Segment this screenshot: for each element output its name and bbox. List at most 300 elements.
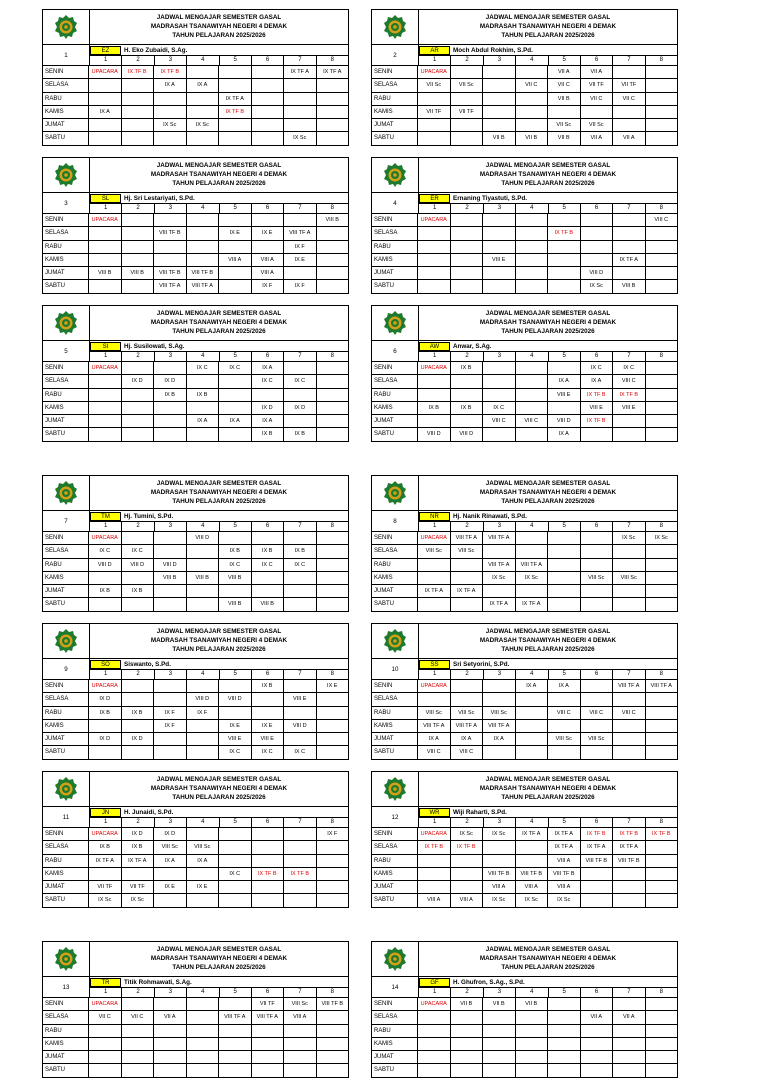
period-number: 7 (612, 988, 644, 997)
teacher-row (43, 659, 348, 680)
schedule-cell: IX C (121, 545, 154, 557)
day-row (43, 1051, 348, 1064)
schedule-cell (218, 532, 251, 544)
schedule-cell (580, 106, 613, 118)
schedule-cell (450, 559, 483, 571)
day-row (43, 241, 348, 254)
schedule-cell: VII B (547, 132, 580, 144)
schedule-cell (251, 1025, 284, 1037)
day-label: SELASA (43, 545, 89, 557)
schedule-cell (316, 389, 349, 401)
day-row (372, 585, 677, 598)
schedule-cell (153, 693, 186, 705)
schedule-cell: VII B (482, 132, 515, 144)
schedule-cell: VIII D (283, 720, 316, 732)
teacher-code: SL (90, 194, 121, 203)
period-number: 7 (612, 56, 644, 65)
schedule-cell: IX TF B (121, 66, 154, 78)
schedule-cell (612, 227, 645, 239)
header-line1: JADWAL MENGAJAR SEMESTER GASAL (156, 628, 282, 635)
schedule-cell (316, 572, 349, 584)
schedule-cell (218, 1038, 251, 1050)
schedule-cell: VIII TF B (153, 227, 186, 239)
schedule-cell (418, 693, 450, 705)
day-label: JUMAT (372, 1051, 418, 1063)
teacher-code: WR (419, 808, 450, 817)
logo (43, 476, 90, 510)
schedule-cell (645, 559, 678, 571)
schedule-cell (121, 227, 154, 239)
day-label: SELASA (372, 79, 418, 91)
schedule-card (42, 771, 349, 908)
day-row (43, 532, 348, 545)
schedule-cell (121, 132, 154, 144)
period-number: 2 (121, 56, 153, 65)
schedule-cell: VIII D (426, 431, 441, 438)
teacher-row (43, 45, 348, 66)
schedule-cell (153, 415, 186, 427)
schedule-cell (450, 572, 483, 584)
schedule-cell: VIII TF A (645, 680, 678, 692)
day-label: RABU (43, 707, 89, 719)
schedule-cell (283, 680, 316, 692)
teacher-row (372, 659, 677, 680)
schedule-cell (482, 841, 515, 853)
day-row (372, 733, 677, 746)
schedule-cell (218, 680, 251, 692)
period-number: 1 (433, 57, 437, 63)
schedule-cell: IX E (153, 881, 186, 893)
period-number: 3 (154, 352, 186, 361)
schedule-cell (218, 241, 251, 253)
schedule-cell (186, 375, 219, 387)
schedule-cell (121, 720, 154, 732)
schedule-cell: IX TF B (218, 106, 251, 118)
schedule-cell (121, 693, 154, 705)
day-label: SELASA (43, 1011, 89, 1023)
schedule-cell (186, 241, 219, 253)
schedule-cell: IX B (121, 585, 154, 597)
schedule-cell (418, 868, 450, 880)
schedule-cell (612, 66, 645, 78)
schedule-cell: UPACARA (420, 683, 447, 689)
period-number: 6 (580, 204, 612, 213)
period-number: 6 (251, 818, 283, 827)
schedule-cell (121, 241, 154, 253)
schedule-cell (645, 855, 678, 867)
schedule-cell (283, 415, 316, 427)
schedule-cell: VIII B (251, 598, 284, 610)
day-label: SABTU (43, 132, 89, 144)
logo (43, 158, 90, 192)
schedule-cell (251, 241, 284, 253)
schedule-cell: UPACARA (420, 217, 447, 223)
card-header (372, 10, 677, 45)
period-number: 4 (515, 988, 547, 997)
card-header (372, 306, 677, 341)
period-number: 8 (316, 818, 348, 827)
schedule-cell: IX A (515, 680, 548, 692)
period-number: 5 (219, 522, 251, 531)
schedule-cell (121, 93, 154, 105)
schedule-cell: IX TF A (424, 588, 443, 595)
schedule-cell: IX A (547, 375, 580, 387)
header-line2: MADRASAH TSANAWIYAH NEGERI 4 DEMAK (150, 23, 288, 30)
schedule-cell (153, 532, 186, 544)
schedule-cell: UPACARA (91, 683, 118, 689)
header-line3: TAHUN PELAJARAN 2025/2026 (172, 180, 266, 187)
schedule-cell (251, 106, 284, 118)
schedule-cell (482, 1064, 515, 1076)
schedule-cell (645, 868, 678, 880)
day-row (372, 693, 677, 706)
schedule-cell: IX B (121, 707, 154, 719)
schedule-card (371, 623, 678, 760)
schedule-cell (450, 375, 483, 387)
schedule-cell (316, 93, 349, 105)
header-line1: JADWAL MENGAJAR SEMESTER GASAL (156, 310, 282, 317)
day-row (43, 894, 348, 906)
madrasah-emblem-icon (54, 310, 78, 336)
period-header (90, 987, 348, 997)
schedule-cell: VIII TF B (482, 868, 515, 880)
teacher-name: Titik Rohmawati, S.Ag. (124, 979, 192, 986)
schedule-cell (153, 1051, 186, 1063)
card-number: 14 (372, 977, 419, 997)
header-title (90, 161, 348, 188)
period-number: 4 (186, 56, 218, 65)
schedule-cell: VII C (98, 1014, 111, 1021)
schedule-cell: IX B (186, 389, 219, 401)
period-number: 8 (645, 352, 677, 361)
day-row (43, 559, 348, 572)
day-row (43, 693, 348, 706)
day-label: RABU (43, 93, 89, 105)
schedule-cell: IX C (218, 362, 251, 374)
schedule-cell: VII C (612, 93, 645, 105)
schedule-cell (515, 855, 548, 867)
schedule-cell (186, 680, 219, 692)
schedule-cell: VIII E (218, 733, 251, 745)
schedule-cell (316, 415, 349, 427)
schedule-cell (612, 868, 645, 880)
schedule-cell (283, 79, 316, 91)
schedule-cell (580, 428, 613, 440)
schedule-cell: IX D (99, 696, 111, 703)
day-label: KAMIS (43, 1038, 89, 1050)
schedule-cell (186, 132, 219, 144)
schedule-cell (153, 93, 186, 105)
period-number: 2 (121, 818, 153, 827)
day-label: KAMIS (372, 572, 418, 584)
schedule-cell: VIII TF B (316, 998, 349, 1010)
teacher-code: NR (419, 512, 450, 521)
day-label: SABTU (43, 280, 89, 292)
schedule-cell (612, 746, 645, 758)
schedule-cell: IX TF A (547, 841, 580, 853)
day-row (372, 93, 677, 106)
day-row (372, 79, 677, 92)
madrasah-emblem-icon (383, 162, 407, 188)
schedule-cell: IX C (251, 746, 284, 758)
header-line2: MADRASAH TSANAWIYAH NEGERI 4 DEMAK (479, 171, 617, 178)
day-label: JUMAT (372, 733, 418, 745)
card-header (372, 476, 677, 511)
header-line3: TAHUN PELAJARAN 2025/2026 (501, 180, 595, 187)
schedule-cell: IX Sc (482, 894, 515, 906)
madrasah-emblem-icon (54, 14, 78, 40)
day-label: JUMAT (43, 119, 89, 131)
schedule-cell (418, 227, 450, 239)
schedule-cell: IX TF A (121, 855, 154, 867)
schedule-cell: IX D (283, 402, 316, 414)
schedule-cell (547, 267, 580, 279)
schedule-cell: IX Sc (186, 119, 219, 131)
schedule-cell (121, 415, 154, 427)
period-number: 4 (515, 522, 547, 531)
period-number: 8 (316, 988, 348, 997)
schedule-cell: IX TF B (251, 868, 284, 880)
day-row (372, 241, 677, 254)
schedule-cell (418, 132, 450, 144)
schedule-cell (515, 1011, 548, 1023)
schedule-cell: IX B (283, 428, 316, 440)
schedule-cell (251, 855, 284, 867)
day-row (43, 362, 348, 375)
schedule-cell (283, 93, 316, 105)
schedule-cell (283, 707, 316, 719)
schedule-cell (645, 106, 678, 118)
schedule-cell (283, 119, 316, 131)
schedule-cell (316, 280, 349, 292)
teacher-name: Wiji Raharti, S.Pd. (453, 809, 507, 816)
schedule-cell (218, 998, 251, 1010)
teacher-name: Sri Setyorini, S.Pd. (453, 661, 510, 668)
schedule-cell (186, 894, 219, 906)
schedule-cell (612, 693, 645, 705)
schedule-cell (218, 267, 251, 279)
day-row (372, 389, 677, 402)
day-label: KAMIS (372, 254, 418, 266)
day-row (372, 680, 677, 693)
schedule-cell: IX C (218, 559, 251, 571)
period-number: 2 (450, 522, 482, 531)
schedule-cell (418, 280, 450, 292)
teacher-code: AW (419, 342, 450, 351)
schedule-cell (218, 1051, 251, 1063)
schedule-cell (89, 132, 121, 144)
schedule-cell: VIII B (218, 572, 251, 584)
day-label: JUMAT (372, 267, 418, 279)
day-label: KAMIS (372, 402, 418, 414)
day-label: KAMIS (43, 572, 89, 584)
schedule-cell (612, 559, 645, 571)
schedule-cell (515, 241, 548, 253)
schedule-cell: IX F (316, 828, 349, 840)
schedule-cell (482, 214, 515, 226)
day-label: SELASA (43, 227, 89, 239)
day-row (372, 532, 677, 545)
schedule-cell (153, 545, 186, 557)
card-header (43, 942, 348, 977)
period-number: 6 (251, 56, 283, 65)
schedule-cell (251, 1051, 284, 1063)
card-header (43, 158, 348, 193)
schedule-cell (316, 855, 349, 867)
schedule-cell: IX C (99, 548, 111, 555)
schedule-cell: IX TF B (283, 868, 316, 880)
period-number: 4 (515, 352, 547, 361)
day-label: SELASA (372, 375, 418, 387)
schedule-cell (580, 881, 613, 893)
schedule-cell: VIII E (283, 693, 316, 705)
schedule-cell (547, 998, 580, 1010)
schedule-cell: IX Sc (580, 280, 613, 292)
schedule-cell (645, 585, 678, 597)
teacher-name: H. Ghufron, S.Ag., S.Pd. (453, 979, 525, 986)
schedule-cell (645, 894, 678, 906)
logo (372, 476, 419, 510)
schedule-cell (418, 1011, 450, 1023)
schedule-cell (418, 1051, 450, 1063)
schedule-cell: UPACARA (91, 831, 118, 837)
schedule-cell (218, 132, 251, 144)
logo (43, 772, 90, 806)
period-header (90, 817, 348, 827)
madrasah-emblem-icon (54, 162, 78, 188)
period-number: 1 (433, 671, 437, 677)
schedule-cell: IX Sc (98, 897, 112, 904)
period-number: 2 (121, 204, 153, 213)
schedule-cell (645, 1025, 678, 1037)
schedule-cell (153, 214, 186, 226)
header-line3: TAHUN PELAJARAN 2025/2026 (501, 794, 595, 801)
schedule-card (42, 305, 349, 442)
schedule-cell (515, 1038, 548, 1050)
schedule-cell (153, 733, 186, 745)
day-row (372, 1011, 677, 1024)
schedule-cell (645, 707, 678, 719)
schedule-cell: IX F (283, 241, 316, 253)
schedule-cell (121, 119, 154, 131)
schedule-cell: VIII B (186, 572, 219, 584)
schedule-cell (89, 254, 121, 266)
schedule-cell: IX D (153, 828, 186, 840)
schedule-cell (547, 1011, 580, 1023)
schedule-cell (283, 532, 316, 544)
schedule-cell (283, 828, 316, 840)
schedule-cell (316, 532, 349, 544)
schedule-cell (153, 362, 186, 374)
period-number: 2 (450, 204, 482, 213)
period-number: 7 (283, 352, 315, 361)
teacher-name: H. Junaidi, S.Pd. (124, 809, 174, 816)
schedule-cell: VII TF (251, 998, 284, 1010)
period-number: 6 (251, 352, 283, 361)
schedule-cell: IX B (283, 545, 316, 557)
schedule-cell (316, 720, 349, 732)
schedule-cell (316, 1064, 349, 1076)
schedule-cell: VIII B (316, 214, 349, 226)
period-header (90, 203, 348, 213)
header-line1: JADWAL MENGAJAR SEMESTER GASAL (485, 14, 611, 21)
day-label: RABU (372, 93, 418, 105)
header-line1: JADWAL MENGAJAR SEMESTER GASAL (156, 946, 282, 953)
schedule-cell (418, 855, 450, 867)
schedule-cell (580, 720, 613, 732)
schedule-cell: VIII A (482, 881, 515, 893)
day-label: RABU (43, 1025, 89, 1037)
schedule-cell (450, 868, 483, 880)
schedule-cell (251, 79, 284, 91)
schedule-cell: IX E (251, 720, 284, 732)
schedule-cell (645, 402, 678, 414)
schedule-cell: VIII Sc (450, 545, 483, 557)
schedule-cell: VIII Sc (547, 733, 580, 745)
schedule-card (42, 157, 349, 294)
card-number: 13 (43, 977, 90, 997)
day-label: SELASA (43, 375, 89, 387)
period-number: 4 (515, 56, 547, 65)
schedule-cell (482, 746, 515, 758)
card-header (372, 624, 677, 659)
schedule-cell (89, 572, 121, 584)
schedule-cell (482, 280, 515, 292)
schedule-cell (186, 106, 219, 118)
schedule-cell (612, 545, 645, 557)
schedule-cell (316, 1051, 349, 1063)
schedule-cell: IX TF A (547, 828, 580, 840)
schedule-cell (547, 559, 580, 571)
schedule-cell: VIII A (515, 881, 548, 893)
day-label: SABTU (372, 746, 418, 758)
card-number: 10 (372, 659, 419, 679)
period-number: 7 (283, 988, 315, 997)
schedule-cell (316, 119, 349, 131)
schedule-cell (515, 693, 548, 705)
schedule-cell (645, 254, 678, 266)
header-title (419, 479, 677, 506)
teacher-code: TR (90, 978, 121, 987)
teacher-name: Siswanto, S.Pd. (124, 661, 171, 668)
schedule-cell (218, 428, 251, 440)
period-number: 8 (645, 522, 677, 531)
header-line3: TAHUN PELAJARAN 2025/2026 (501, 646, 595, 653)
period-number: 1 (104, 523, 108, 529)
day-row (372, 227, 677, 240)
schedule-cell (121, 106, 154, 118)
period-number: 7 (612, 522, 644, 531)
schedule-cell: IX D (121, 828, 154, 840)
period-number: 5 (548, 56, 580, 65)
header-line3: TAHUN PELAJARAN 2025/2026 (172, 794, 266, 801)
day-label: SENIN (43, 680, 89, 692)
schedule-cell: VII A (612, 1011, 645, 1023)
day-label: SABTU (43, 1064, 89, 1076)
schedule-cell (218, 881, 251, 893)
schedule-cell (580, 680, 613, 692)
schedule-cell (450, 93, 483, 105)
day-row (43, 93, 348, 106)
card-number: 6 (372, 341, 419, 361)
schedule-cell (418, 1038, 450, 1050)
day-label: RABU (372, 559, 418, 571)
period-number: 3 (154, 818, 186, 827)
schedule-cell: IX B (450, 362, 483, 374)
schedule-cell: IX TF B (612, 389, 645, 401)
period-number: 6 (580, 988, 612, 997)
period-number: 4 (186, 818, 218, 827)
